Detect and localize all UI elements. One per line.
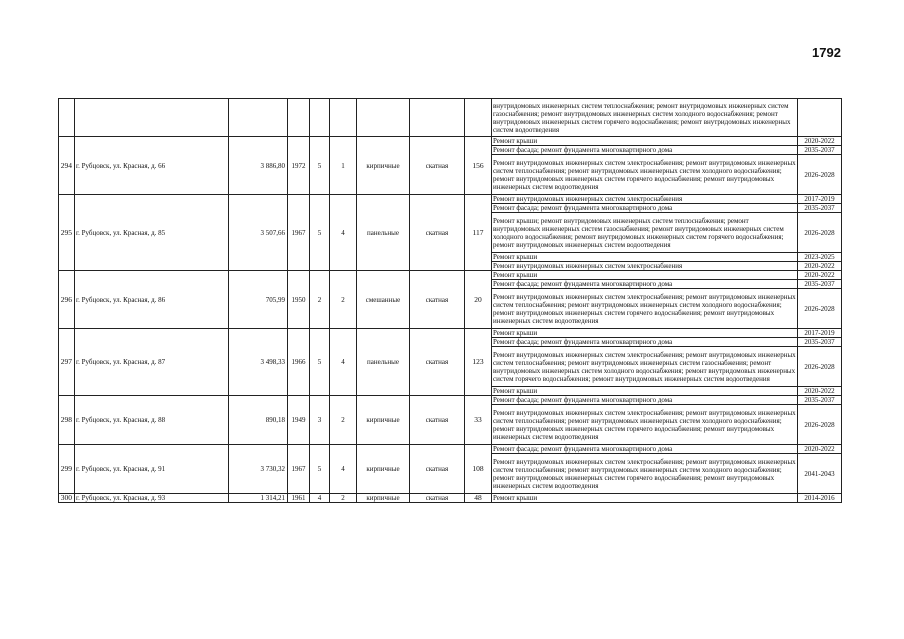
work-cell: Ремонт крыши [492, 137, 798, 146]
work-cell: Ремонт крыши [492, 494, 798, 503]
period-cell: 2026-2028 [798, 213, 842, 253]
period-cell [798, 99, 842, 137]
row-number-cell: 300 [59, 494, 75, 503]
walls-cell: кирпичные [357, 445, 410, 494]
empty-cell [75, 99, 229, 137]
work-cell: Ремонт крыши [492, 253, 798, 262]
work-cell: Ремонт фасада; ремонт фундамента многоквартирного дома [492, 445, 798, 454]
year-cell: 1967 [288, 445, 310, 494]
table-row [59, 396, 842, 405]
entrances-cell: 2 [330, 396, 357, 445]
work-cell: Ремонт внутридомовых инженерных систем электроснабжения; ремонт внутридомовых инженерных систем теплоснабжения; ремонт внутридомовых инженерных систем холодного водоснабжения; ремонт внутридомовых инженерных систем горячего водоснабжения; ремонт внутридомовых инженерных систем водоотведения [492, 405, 798, 445]
work-cell: Ремонт внутридомовых инженерных систем электроснабжения; ремонт внутридомовых инженерных систем теплоснабжения; ремонт внутридомовых инженерных систем холодного водоснабжения; ремонт внутридомовых инженерных систем горячего водоснабжения; ремонт внутридомовых инженерных систем водоотведения [492, 289, 798, 329]
roof-cell: скатная [410, 396, 465, 445]
period-cell: 2020-2022 [798, 271, 842, 280]
year-cell: 1967 [288, 195, 310, 271]
year-cell: 1949 [288, 396, 310, 445]
residents-cell: 123 [465, 329, 492, 396]
floors-cell: 3 [310, 396, 330, 445]
empty-cell [357, 99, 410, 137]
period-cell: 2014-2016 [798, 494, 842, 503]
table-row [59, 137, 842, 146]
roof-cell: скатная [410, 494, 465, 503]
work-cell: Ремонт фасада; ремонт фундамента многоквартирного дома [492, 396, 798, 405]
residents-cell: 48 [465, 494, 492, 503]
floors-cell: 5 [310, 445, 330, 494]
area-cell: 3 730,32 [229, 445, 288, 494]
empty-cell [59, 99, 75, 137]
address-cell: г. Рубцовск, ул. Красная, д. 85 [75, 195, 229, 271]
entrances-cell: 4 [330, 445, 357, 494]
work-cell: Ремонт крыши [492, 387, 798, 396]
period-cell: 2017-2019 [798, 195, 842, 204]
address-cell: г. Рубцовск, ул. Красная, д. 88 [75, 396, 229, 445]
row-number-cell: 296 [59, 271, 75, 329]
work-cell: Ремонт крыши [492, 329, 798, 338]
floors-cell: 5 [310, 137, 330, 195]
floors-cell: 5 [310, 329, 330, 396]
roof-cell: скатная [410, 195, 465, 271]
work-cell: внутридомовых инженерных систем теплоснабжения; ремонт внутридомовых инженерных систем газоснабжения; ремонт внутридомовых инженерных систем холодного водоснабжения; ремонт внутридомовых инженерных систем горячего водоснабжения; ремонт внутридомовых инженерных систем водоотведения [492, 99, 798, 137]
address-cell: г. Рубцовск, ул. Красная, д. 86 [75, 271, 229, 329]
work-cell: Ремонт внутридомовых инженерных систем электроснабжения; ремонт внутридомовых инженерных систем теплоснабжения; ремонт внутридомовых инженерных систем холодного водоснабжения; ремонт внутридомовых инженерных систем горячего водоснабжения; ремонт внутридомовых инженерных систем водоотведения [492, 155, 798, 195]
address-cell: г. Рубцовск, ул. Красная, д. 93 [75, 494, 229, 503]
empty-cell [410, 99, 465, 137]
empty-cell [229, 99, 288, 137]
period-cell: 2035-2037 [798, 338, 842, 347]
work-cell: Ремонт внутридомовых инженерных систем электроснабжения [492, 195, 798, 204]
residents-cell: 117 [465, 195, 492, 271]
residents-cell: 108 [465, 445, 492, 494]
year-cell: 1961 [288, 494, 310, 503]
entrances-cell: 2 [330, 271, 357, 329]
work-cell: Ремонт фасада; ремонт фундамента многоквартирного дома [492, 204, 798, 213]
area-cell: 3 498,33 [229, 329, 288, 396]
floors-cell: 5 [310, 195, 330, 271]
walls-cell: кирпичные [357, 137, 410, 195]
residents-cell: 156 [465, 137, 492, 195]
empty-cell [310, 99, 330, 137]
residents-cell: 20 [465, 271, 492, 329]
period-cell: 2017-2019 [798, 329, 842, 338]
roof-cell: скатная [410, 329, 465, 396]
period-cell: 2020-2022 [798, 262, 842, 271]
work-cell: Ремонт крыши [492, 271, 798, 280]
walls-cell: смешанные [357, 271, 410, 329]
entrances-cell: 4 [330, 329, 357, 396]
period-cell: 2035-2037 [798, 396, 842, 405]
table-row [59, 494, 842, 503]
period-cell: 2041-2043 [798, 454, 842, 494]
area-cell: 705,99 [229, 271, 288, 329]
address-cell: г. Рубцовск, ул. Красная, д. 91 [75, 445, 229, 494]
entrances-cell: 1 [330, 137, 357, 195]
table-row [59, 445, 842, 454]
table-row [59, 329, 842, 338]
empty-cell [288, 99, 310, 137]
year-cell: 1972 [288, 137, 310, 195]
period-cell: 2020-2022 [798, 137, 842, 146]
walls-cell: панельные [357, 329, 410, 396]
period-cell: 2023-2025 [798, 253, 842, 262]
table-row [59, 271, 842, 280]
period-cell: 2026-2028 [798, 347, 842, 387]
roof-cell: скатная [410, 137, 465, 195]
year-cell: 1966 [288, 329, 310, 396]
walls-cell: кирпичные [357, 396, 410, 445]
period-cell: 2020-2022 [798, 387, 842, 396]
year-cell: 1950 [288, 271, 310, 329]
roof-cell: скатная [410, 445, 465, 494]
period-cell: 2035-2037 [798, 204, 842, 213]
row-number-cell: 294 [59, 137, 75, 195]
row-number-cell: 297 [59, 329, 75, 396]
period-cell: 2026-2028 [798, 289, 842, 329]
roof-cell: скатная [410, 271, 465, 329]
floors-cell: 2 [310, 271, 330, 329]
walls-cell: панельные [357, 195, 410, 271]
work-cell: Ремонт фасада; ремонт фундамента многоквартирного дома [492, 146, 798, 155]
area-cell: 890,18 [229, 396, 288, 445]
walls-cell: кирпичные [357, 494, 410, 503]
table-row [59, 195, 842, 204]
row-number-cell: 298 [59, 396, 75, 445]
period-cell: 2035-2037 [798, 280, 842, 289]
period-cell: 2026-2028 [798, 155, 842, 195]
capital-repair-table [58, 98, 842, 503]
address-cell: г. Рубцовск, ул. Красная, д. 87 [75, 329, 229, 396]
page-number: 1792 [812, 45, 841, 60]
work-cell: Ремонт крыши; ремонт внутридомовых инженерных систем теплоснабжения; ремонт внутридомовых инженерных систем газоснабжения; ремонт внутридомовых инженерных систем холодного водоснабжения; ремонт внутридомовых инженерных систем горячего водоснабжения; ремонт внутридомовых инженерных систем водоотведения [492, 213, 798, 253]
empty-cell [330, 99, 357, 137]
period-cell: 2020-2022 [798, 445, 842, 454]
entrances-cell: 4 [330, 195, 357, 271]
work-cell: Ремонт внутридомовых инженерных систем электроснабжения; ремонт внутридомовых инженерных систем теплоснабжения; ремонт внутридомовых инженерных систем газоснабжения; ремонт внутридомовых инженерных систем холодного водоснабжения; ремонт внутридомовых инженерных систем горячего водоснабжения; ремонт внутридомовых инженерных систем водоотведения [492, 347, 798, 387]
period-cell: 2035-2037 [798, 146, 842, 155]
row-number-cell: 299 [59, 445, 75, 494]
area-cell: 3 886,80 [229, 137, 288, 195]
table-row-continuation [59, 99, 842, 137]
work-cell: Ремонт внутридомовых инженерных систем электроснабжения [492, 262, 798, 271]
residents-cell: 33 [465, 396, 492, 445]
floors-cell: 4 [310, 494, 330, 503]
entrances-cell: 2 [330, 494, 357, 503]
work-cell: Ремонт внутридомовых инженерных систем электроснабжения; ремонт внутридомовых инженерных систем теплоснабжения; ремонт внутридомовых инженерных систем холодного водоснабжения; ремонт внутридомовых инженерных систем горячего водоснабжения; ремонт внутридомовых инженерных систем водоотведения [492, 454, 798, 494]
area-cell: 1 314,21 [229, 494, 288, 503]
empty-cell [465, 99, 492, 137]
area-cell: 3 507,66 [229, 195, 288, 271]
row-number-cell: 295 [59, 195, 75, 271]
address-cell: г. Рубцовск, ул. Красная, д. 66 [75, 137, 229, 195]
work-cell: Ремонт фасада; ремонт фундамента многоквартирного дома [492, 338, 798, 347]
period-cell: 2026-2028 [798, 405, 842, 445]
work-cell: Ремонт фасада; ремонт фундамента многоквартирного дома [492, 280, 798, 289]
table-body [59, 99, 842, 503]
